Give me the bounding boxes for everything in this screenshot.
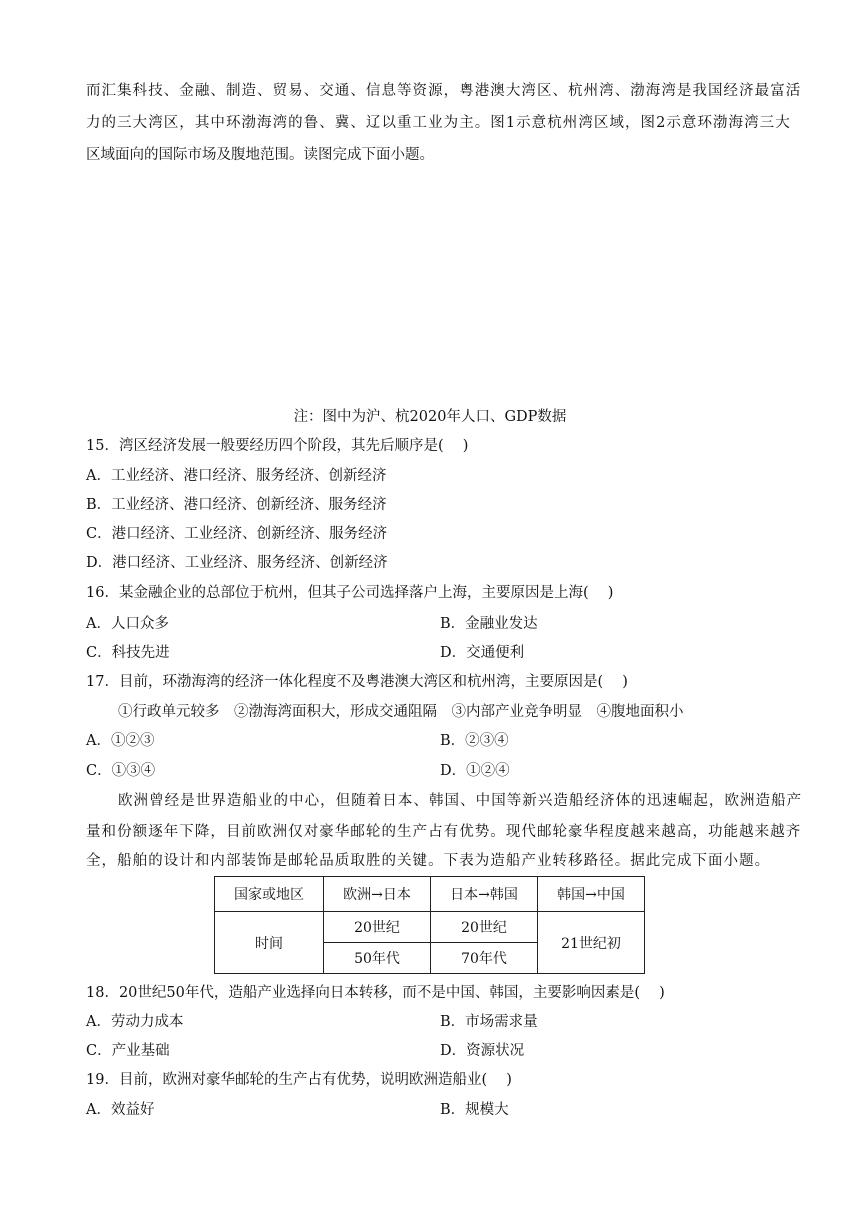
q16-option-b: B．金融业发达: [440, 616, 538, 632]
q15-stem: 15．湾区经济发展一般要经历四个阶段，其先后顺序是( ): [86, 438, 469, 454]
figure-note: 注：图中为沪、杭2020年人口、GDP数据: [293, 409, 567, 425]
intro-line-2: 力的三大湾区，其中环渤海湾的鲁、冀、辽以重工业为主。图1示意杭州湾区域，图2示意环渤海湾三大: [86, 115, 791, 131]
table-header-cell: 韩国→中国: [538, 877, 645, 912]
table-cell: 20世纪: [324, 912, 431, 943]
intro-line-3: 区域面向的国际市场及腹地范围。读图完成下面小题。: [86, 147, 434, 163]
q19-option-a: A．效益好: [86, 1102, 155, 1118]
passage2-line-2: 量和份额逐年下降，目前欧洲仅对豪华邮轮的生产占有优势。现代邮轮豪华程度越来越高，功能越来越齐: [86, 824, 802, 840]
q17-option-a: A．①②③: [86, 733, 155, 749]
q17-option-d: D．①②④: [440, 763, 510, 779]
q17-stem: 17．目前，环渤海湾的经济一体化程度不及粤港澳大湾区和杭州湾，主要原因是( ): [86, 674, 628, 690]
q15-option-c: C．港口经济、工业经济、创新经济、服务经济: [86, 526, 388, 542]
q18-option-c: C．产业基础: [86, 1043, 170, 1059]
table-cell: 70年代: [431, 943, 538, 974]
q18-stem: 18．20世纪50年代，造船产业选择向日本转移，而不是中国、韩国，主要影响因素是( ): [86, 985, 665, 1001]
q16-option-a: A．人口众多: [86, 616, 169, 632]
shipbuilding-transfer-table: [214, 876, 645, 974]
table-header-cell: 日本→韩国: [431, 877, 538, 912]
q19-option-b: B．规模大: [440, 1102, 509, 1118]
q17-option-c: C．①③④: [86, 763, 156, 779]
table-row: [215, 912, 645, 943]
q18-option-b: B．市场需求量: [440, 1014, 538, 1030]
q17-option-b: B．②③④: [440, 733, 509, 749]
table-header-cell: 国家或地区: [215, 877, 324, 912]
intro-line-1: 而汇集科技、金融、制造、贸易、交通、信息等资源，粤港澳大湾区、杭州湾、渤海湾是我国经济最富活: [86, 83, 802, 99]
passage2-line-3: 全，船舶的设计和内部装饰是邮轮品质取胜的关键。下表为造船产业转移路径。据此完成下面小题。: [86, 853, 771, 869]
table-row-label: 时间: [215, 912, 324, 974]
q17-statements: ①行政单元较多 ②渤海湾面积大，形成交通阻隔 ③内部产业竞争明显 ④腹地面积小: [118, 704, 684, 720]
q15-option-d: D．港口经济、工业经济、服务经济、创新经济: [86, 555, 388, 571]
q18-option-a: A．劳动力成本: [86, 1014, 184, 1030]
q15-option-a: A．工业经济、港口经济、服务经济、创新经济: [86, 468, 387, 484]
q18-option-d: D．资源状况: [440, 1043, 525, 1059]
passage2-line-1: 欧洲曾经是世界造船业的中心，但随着日本、韩国、中国等新兴造船经济体的迅速崛起，欧洲造船产: [118, 793, 803, 809]
table-cell: 21世纪初: [538, 912, 645, 974]
table-cell: 50年代: [324, 943, 431, 974]
q16-option-c: C．科技先进: [86, 645, 170, 661]
table-cell: 20世纪: [431, 912, 538, 943]
q16-stem: 16．某金融企业的总部位于杭州，但其子公司选择落户上海，主要原因是上海( ): [86, 585, 614, 601]
table-header-row: [215, 877, 645, 912]
q16-option-d: D．交通便利: [440, 645, 525, 661]
q15-option-b: B．工业经济、港口经济、创新经济、服务经济: [86, 497, 387, 513]
q19-stem: 19．目前，欧洲对豪华邮轮的生产占有优势，说明欧洲造船业( ): [86, 1072, 512, 1088]
table-header-cell: 欧洲→日本: [324, 877, 431, 912]
